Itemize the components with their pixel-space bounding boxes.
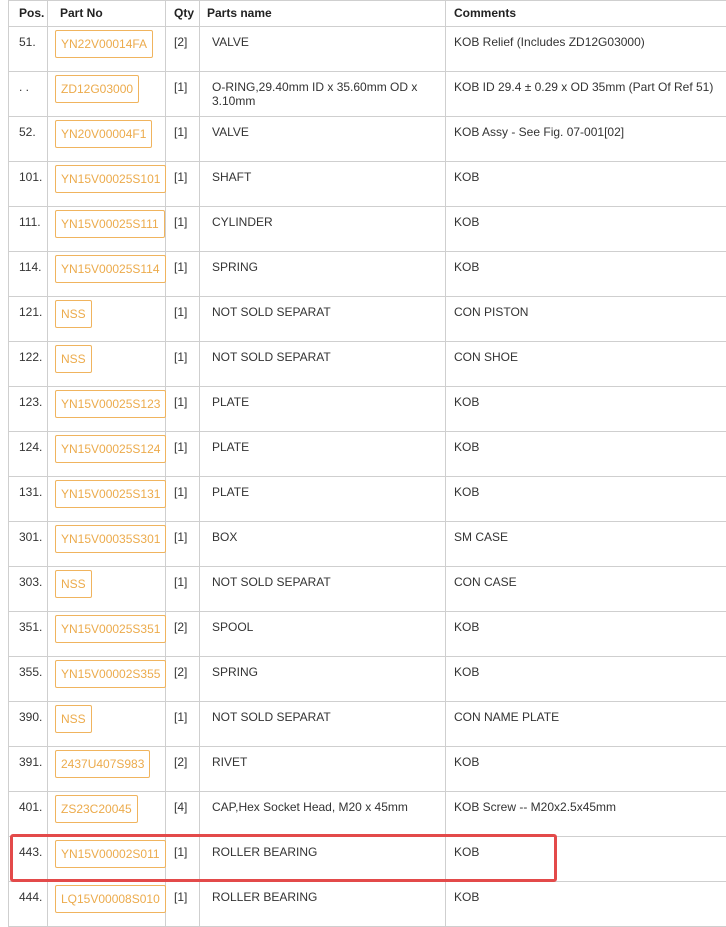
qty-cell: [1]: [166, 342, 200, 387]
parts-name-cell: BOX: [200, 522, 446, 567]
parts-name-cell: SPRING: [200, 252, 446, 297]
pos-cell: 52.: [9, 117, 48, 162]
pos-cell: 111.: [9, 207, 48, 252]
qty-cell: [1]: [166, 162, 200, 207]
table-row: [9, 432, 726, 477]
table-row: [9, 387, 726, 432]
table-row: [9, 837, 726, 882]
part-no-cell: [48, 657, 166, 702]
qty-cell: [1]: [166, 882, 200, 927]
qty-cell: [1]: [166, 522, 200, 567]
part-no-cell: [48, 252, 166, 297]
header-parts-name: Parts name: [200, 1, 446, 27]
parts-name-cell: VALVE: [200, 117, 446, 162]
comments-cell: KOB: [446, 207, 726, 252]
qty-cell: [2]: [166, 747, 200, 792]
qty-cell: [1]: [166, 387, 200, 432]
qty-cell: [1]: [166, 297, 200, 342]
part-number-button[interactable]: YN15V00035S301: [55, 525, 166, 553]
comments-cell: KOB: [446, 612, 726, 657]
pos-cell: 443.: [9, 837, 48, 882]
parts-name-cell: NOT SOLD SEPARAT: [200, 342, 446, 387]
parts-name-cell: SPRING: [200, 657, 446, 702]
part-no-cell: [48, 702, 166, 747]
comments-cell: KOB Screw -- M20x2.5x45mm: [446, 792, 726, 837]
part-number-button[interactable]: ZD12G03000: [55, 75, 139, 103]
part-number-button[interactable]: YN15V00025S123: [55, 390, 166, 418]
header-part-no: Part No: [48, 1, 166, 27]
table-header-row: [9, 1, 726, 27]
comments-cell: CON PISTON: [446, 297, 726, 342]
header-comments: Comments: [446, 1, 726, 27]
parts-name-cell: PLATE: [200, 387, 446, 432]
comments-cell: CON SHOE: [446, 342, 726, 387]
parts-name-cell: CAP,Hex Socket Head, M20 x 45mm: [200, 792, 446, 837]
comments-cell: KOB: [446, 747, 726, 792]
comments-cell: KOB Relief (Includes ZD12G03000): [446, 27, 726, 72]
part-no-cell: [48, 27, 166, 72]
pos-cell: 351.: [9, 612, 48, 657]
part-number-button[interactable]: YN15V00002S011: [55, 840, 166, 868]
table-row: [9, 207, 726, 252]
qty-cell: [1]: [166, 72, 200, 117]
comments-cell: KOB: [446, 387, 726, 432]
pos-cell: 101.: [9, 162, 48, 207]
qty-cell: [1]: [166, 252, 200, 297]
parts-name-cell: PLATE: [200, 432, 446, 477]
part-number-button[interactable]: NSS: [55, 705, 92, 733]
part-number-button[interactable]: YN15V00025S131: [55, 480, 166, 508]
table-row: [9, 567, 726, 612]
table-row: [9, 252, 726, 297]
part-number-button[interactable]: 2437U407S983: [55, 750, 150, 778]
pos-cell: 124.: [9, 432, 48, 477]
part-number-button[interactable]: YN22V00014FA: [55, 30, 153, 58]
qty-cell: [1]: [166, 567, 200, 612]
part-number-button[interactable]: YN15V00002S355: [55, 660, 166, 688]
qty-cell: [1]: [166, 477, 200, 522]
part-number-button[interactable]: YN15V00025S124: [55, 435, 166, 463]
parts-name-cell: NOT SOLD SEPARAT: [200, 702, 446, 747]
pos-cell: 114.: [9, 252, 48, 297]
parts-name-cell: NOT SOLD SEPARAT: [200, 567, 446, 612]
parts-name-cell: CYLINDER: [200, 207, 446, 252]
part-no-cell: [48, 297, 166, 342]
part-number-button[interactable]: NSS: [55, 300, 92, 328]
part-number-button[interactable]: YN15V00025S351: [55, 615, 166, 643]
comments-cell: CON NAME PLATE: [446, 702, 726, 747]
pos-cell: . .: [9, 72, 48, 117]
parts-name-cell: PLATE: [200, 477, 446, 522]
parts-name-cell: NOT SOLD SEPARAT: [200, 297, 446, 342]
table-row: [9, 27, 726, 72]
parts-name-cell: ROLLER BEARING: [200, 882, 446, 927]
parts-name-cell: O-RING,29.40mm ID x 35.60mm OD x 3.10mm: [200, 72, 446, 117]
part-number-button[interactable]: YN20V00004F1: [55, 120, 152, 148]
qty-cell: [1]: [166, 432, 200, 477]
comments-cell: KOB: [446, 837, 726, 882]
part-no-cell: [48, 882, 166, 927]
part-no-cell: [48, 117, 166, 162]
part-number-button[interactable]: NSS: [55, 345, 92, 373]
pos-cell: 131.: [9, 477, 48, 522]
part-no-cell: [48, 207, 166, 252]
table-row: [9, 792, 726, 837]
parts-table: [8, 0, 726, 927]
comments-cell: KOB: [446, 162, 726, 207]
table-row: [9, 117, 726, 162]
pos-cell: 355.: [9, 657, 48, 702]
part-number-button[interactable]: YN15V00025S111: [55, 210, 165, 238]
parts-name-cell: VALVE: [200, 27, 446, 72]
part-no-cell: [48, 747, 166, 792]
part-number-button[interactable]: YN15V00025S101: [55, 165, 166, 193]
part-no-cell: [48, 432, 166, 477]
table-row: [9, 297, 726, 342]
part-no-cell: [48, 72, 166, 117]
qty-cell: [4]: [166, 792, 200, 837]
part-number-button[interactable]: YN15V00025S114: [55, 255, 166, 283]
table-row: [9, 342, 726, 387]
part-no-cell: [48, 342, 166, 387]
pos-cell: 123.: [9, 387, 48, 432]
qty-cell: [2]: [166, 657, 200, 702]
qty-cell: [1]: [166, 837, 200, 882]
part-no-cell: [48, 567, 166, 612]
part-no-cell: [48, 837, 166, 882]
pos-cell: 390.: [9, 702, 48, 747]
table-row: [9, 477, 726, 522]
parts-name-cell: SPOOL: [200, 612, 446, 657]
pos-cell: 51.: [9, 27, 48, 72]
parts-name-cell: SHAFT: [200, 162, 446, 207]
comments-cell: KOB Assy - See Fig. 07-001[02]: [446, 117, 726, 162]
table-row: [9, 882, 726, 927]
table-body: [9, 27, 726, 927]
pos-cell: 303.: [9, 567, 48, 612]
table-row: [9, 747, 726, 792]
table-row: [9, 72, 726, 117]
header-pos: Pos.: [9, 1, 48, 27]
comments-cell: CON CASE: [446, 567, 726, 612]
table-row: [9, 162, 726, 207]
part-no-cell: [48, 612, 166, 657]
pos-cell: 121.: [9, 297, 48, 342]
table-row: [9, 702, 726, 747]
comments-cell: KOB: [446, 477, 726, 522]
pos-cell: 301.: [9, 522, 48, 567]
pos-cell: 444.: [9, 882, 48, 927]
pos-cell: 401.: [9, 792, 48, 837]
comments-cell: KOB: [446, 657, 726, 702]
comments-cell: KOB: [446, 432, 726, 477]
pos-cell: 122.: [9, 342, 48, 387]
qty-cell: [2]: [166, 612, 200, 657]
table-row: [9, 522, 726, 567]
parts-name-cell: ROLLER BEARING: [200, 837, 446, 882]
qty-cell: [2]: [166, 27, 200, 72]
comments-cell: SM CASE: [446, 522, 726, 567]
table-row: [9, 657, 726, 702]
comments-cell: KOB: [446, 882, 726, 927]
qty-cell: [1]: [166, 702, 200, 747]
table-row: [9, 612, 726, 657]
part-number-button[interactable]: NSS: [55, 570, 92, 598]
qty-cell: [1]: [166, 207, 200, 252]
part-no-cell: [48, 792, 166, 837]
pos-cell: 391.: [9, 747, 48, 792]
parts-name-cell: RIVET: [200, 747, 446, 792]
part-no-cell: [48, 387, 166, 432]
part-number-button[interactable]: LQ15V00008S010: [55, 885, 166, 913]
part-no-cell: [48, 162, 166, 207]
part-no-cell: [48, 477, 166, 522]
part-no-cell: [48, 522, 166, 567]
qty-cell: [1]: [166, 117, 200, 162]
comments-cell: KOB: [446, 252, 726, 297]
part-number-button[interactable]: ZS23C20045: [55, 795, 138, 823]
comments-cell: KOB ID 29.4 ± 0.29 x OD 35mm (Part Of Ref 51): [446, 72, 726, 117]
header-qty: Qty: [166, 1, 200, 27]
